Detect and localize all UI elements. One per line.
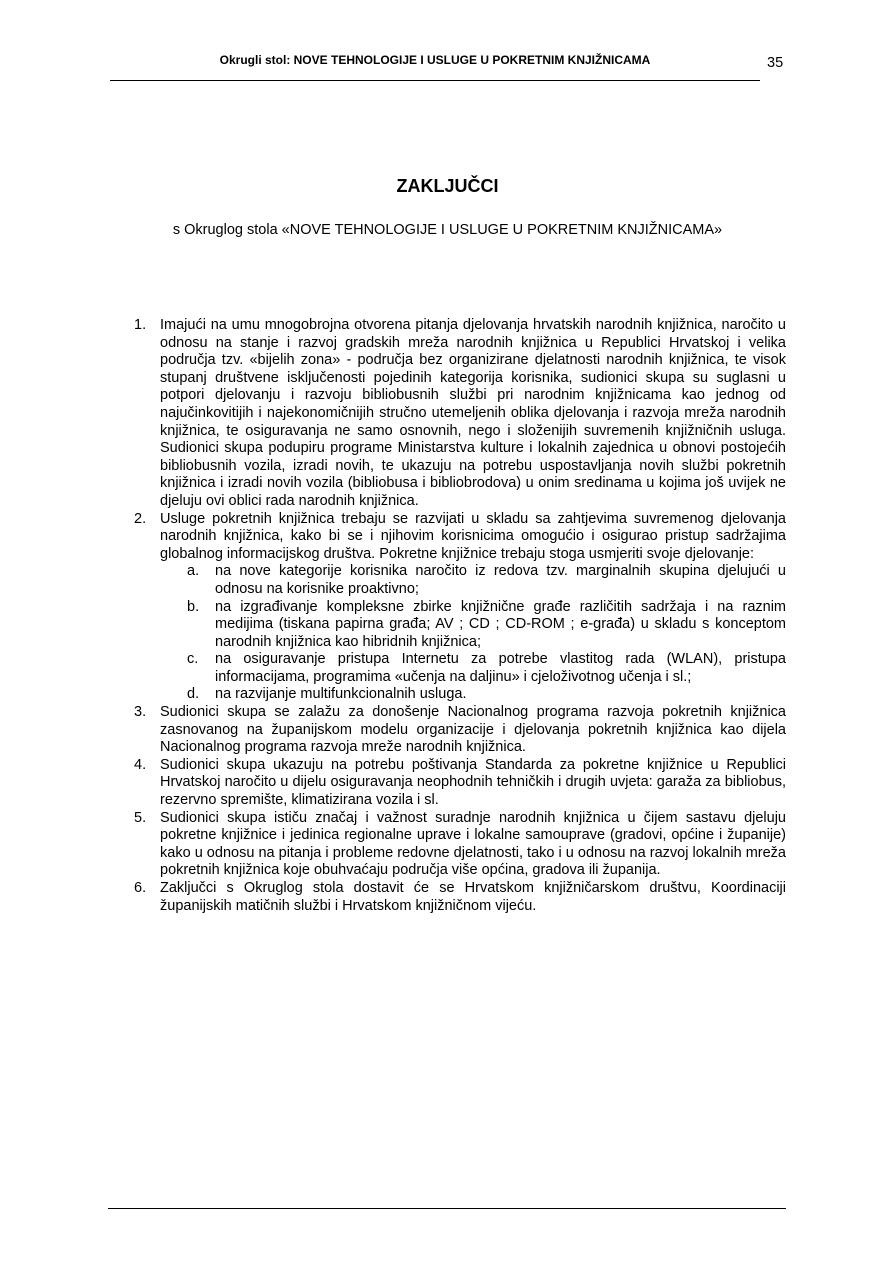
sub-item-letter: d. (187, 686, 200, 703)
item-text: Sudionici skupa ukazuju na potrebu poštivanja Standarda za pokretne knjižnice u Republici Hrvatskoj naročito u dijelu osiguravanja neophodnih tehničkih i drugih uvjeta: garaža za bibliobus, rezervno spremište, klimatizirana vozila i sl. (160, 756, 786, 809)
sub-item-letter: b. (187, 598, 200, 615)
sub-item (160, 599, 786, 652)
header-rule (110, 80, 760, 81)
sub-item-text: na nove kategorije korisnika naročito iz redova tzv. marginalnih skupina djelujući u odnosu na korisnike proaktivno; (215, 563, 786, 597)
conclusion-item (110, 810, 786, 880)
conclusion-item (110, 317, 786, 511)
sub-item-text: na razvijanje multifunkcionalnih usluga. (215, 686, 467, 703)
conclusion-item (110, 511, 786, 705)
sub-item-text: na izgrađivanje kompleksne zbirke knjižnične građe različitih sadržaja i na raznim medijima (tiskana papirna građa; AV ; CD ; CD-ROM ; e-građa) u skladu s konceptom narodnih knjižnica kao hibridnih knjižnica; (215, 598, 786, 650)
item-number: 4. (134, 756, 147, 773)
item-text: Sudionici skupa se zalažu za donošenje Nacionalnog programa razvoja pokretnih knjižnica zasnovanog na županijskom modelu organizacije i djelovanja pokretnih knjižnica kao dijela Nacionalnog programa razvoja mreže narodnih knjižnica. (160, 704, 786, 756)
item-text: Imajući na umu mnogobrojna otvorena pitanja djelovanja hrvatskih narodnih knjižnica, naročito u odnosu na stanje i razvoj gradskih mreža narodnih knjižnica u Republici Hrvatskoj i velika područja tzv. «bijelih zona» - područja bez organizirane djelatnosti narodnih knjižnica, te visok stupanj društvene isključenosti pojedinih kategorija korisnika, sudionici skupa su suglasni u potpori djelovanju i razvoju bibliobusnih službi pri narodnim knjižnicama kao jednog od najučinkovitijih i najekonomičnijih stručno utemeljenih oblika djelovanja i razvoja mreža narodnih knjižnica, te osiguravanja ne samo osnovnih, nego i složenijih suvremenih knjižničnih usluga. Sudionici skupa podupiru programe Ministarstva kulture i lokalnih zajednica u obnovi postojećih bibliobusnih vozila, izradi novih, te ukazuju na potrebu uspostavljanja novih službi pokretnih knjižnica i izradi novih vozila (bibliobusa i bibliobrodova) u onim sredinama u kojima još uvijek ne djeluju ovi oblici rada narodnih knjižnica. (160, 317, 786, 509)
sub-item-text: na osiguravanje pristupa Internetu za potrebe vlastitog rada (WLAN), pristupa informacijama, programima «učenja na daljinu» i cjeloživotnog učenja i sl.; (215, 651, 786, 685)
sub-list (160, 563, 786, 704)
conclusions-list (110, 317, 786, 915)
conclusion-item (110, 757, 786, 810)
page-number: 35 (767, 55, 784, 71)
footer-rule (108, 1208, 786, 1209)
item-text: Sudionici skupa ističu značaj i važnost suradnje narodnih knjižnica u čijem sastavu djeluju pokretne knjižnice i jedinica regionalne uprave i lokalne samouprave (gradovi, općine i županije) kako u odnosu na pitanja i probleme redovne djelatnosti, tako i u odnosu na razvoj lokalnih mreža pokretnih knjižnica koje obuhvaćaju područja više općina, gradova ili županija. (160, 809, 786, 879)
item-number: 2. (134, 510, 147, 527)
item-text: Usluge pokretnih knjižnica trebaju se razvijati u skladu sa zahtjevima suvremenog djelovanja narodnih knjižnica, kako bi se i njihovim korisnicima omogućio i osigurao pristup sadržajima globalnog informacijskog društva. Pokretne knjižnice trebaju stoga usmjeriti svoje djelovanje: (160, 510, 786, 562)
conclusion-item (110, 880, 786, 915)
sub-item (160, 563, 786, 598)
document-title: ZAKLJUČCI (396, 176, 499, 196)
item-number: 1. (134, 317, 147, 333)
item-number: 5. (134, 809, 147, 826)
document-subtitle: s Okruglog stola «NOVE TEHNOLOGIJE I USLUGE U POKRETNIM KNJIŽNICAMA» (172, 222, 723, 238)
item-number: 3. (134, 704, 147, 721)
running-head: Okrugli stol: NOVE TEHNOLOGIJE I USLUGE U POKRETNIM KNJIŽNICAMA (219, 53, 651, 67)
sub-item-letter: c. (187, 651, 199, 668)
sub-item-letter: a. (187, 563, 200, 580)
sub-item (160, 651, 786, 686)
item-text: Zaključci s Okruglog stola dostavit će se Hrvatskom knjižničarskom društvu, Koordinaciji županijskih matičnih službi i Hrvatskom knjižničnom vijeću. (160, 880, 786, 914)
sub-item (160, 686, 786, 704)
conclusion-item (110, 704, 786, 757)
item-number: 6. (134, 880, 147, 896)
